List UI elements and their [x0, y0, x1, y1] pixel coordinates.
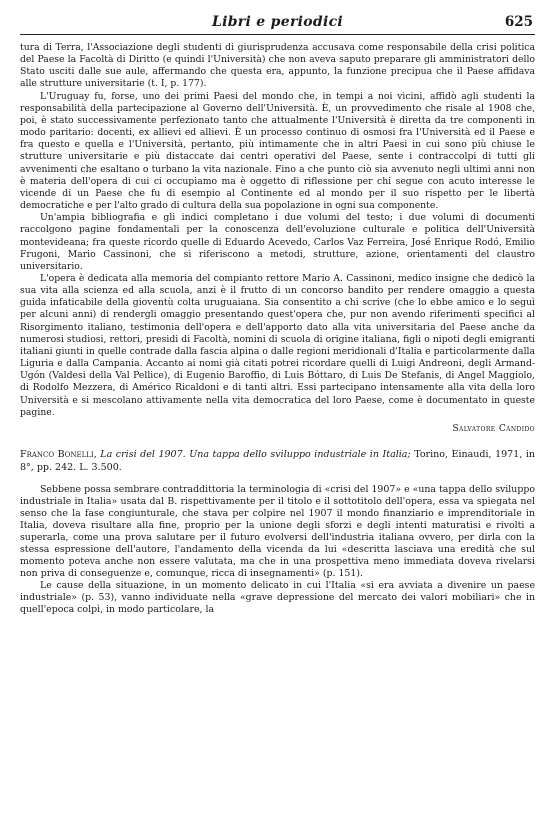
running-title: Libri e periodici	[211, 14, 344, 30]
article-paragraph-4: L'opera è dedicata alla memoria del compianto rettore Mario A. Cassinoni, medico insigne che dedicò la sua vita alla scienza ed alla scuola, anzi è il frutto di un concorso bandito per rendere omaggio a questa guida infaticabile della gioventù colta uruguaiana. Sia consentito a chi scrive (che lo ebbe amico e lo seguì per alcuni anni) di rendergli omaggio presentando quest'opera che, pur non avendo riferimenti specifici al Risorgimento italiano, testimonia dell'opera e dell'apporto dato alla vita universitaria del Paese anche da numerosi studiosi, rettori, presidi di Facoltà, nomini di scuola di origine italiana, figli o nipoti degli emigranti italiani giunti in quelle contrade dalla fascia alpina o dalle regioni meridionali d'Italia e particolarmente dalla Liguria e dalla Campania. Accanto ai nomi già citati potrei ricordare quelli di Luigi Andreoni, degli Armand-Ugón (Valdesi della Val Pellice), di Eugenio Baroffio, di Luis Bóttaro, di Luis De Stefanis, di Angel Maggiolo, di Rodolfo Mezzera, di Américo Ricaldoni e di tanti altri. Essi partecipano intensamente alla vita della loro Università e si mescolano attivamente nella vita democratica del loro Paese, come è documentato in queste pagine.	[20, 272, 535, 418]
running-header	[20, 14, 535, 35]
article-paragraph-3: Un'ampia bibliografia e gli indici completano i due volumi del testo; i due volumi di documenti raccolgono pagine fondamentali per la conoscenza dell'evoluzione culturale e politica dell'Università montevideana; fra queste ricordo quelle di Eduardo Acevedo, Carlos Vaz Ferreira, José Enrique Rodó, Emilio Frugoni, Mario Cassinoni, che si riferiscono a metodi, strutture, azione, orientamenti del claustro universitario.	[20, 212, 535, 272]
review-author: Franco Bonelli,	[20, 449, 97, 460]
article-paragraph-1: tura di Terra, l'Associazione degli studenti di giurisprudenza accusava come responsabile della crisi politica del Paese la Facoltà di Diritto (e quindi l'Università) che non aveva saputo preparare gli amministratori dello Stato usciti dalle sue aule, affermando che questa era, appunto, la funzione precipua che il Paese affidava alle strutture universitarie (t. I, p. 177).	[20, 42, 535, 90]
review-publication: Torino, Einaudi, 1971, in 8°, pp. 242. L. 3.500.	[20, 449, 535, 473]
review-body	[20, 484, 535, 617]
review-citation	[20, 449, 535, 474]
review-signature: Salvatore Candido	[452, 423, 535, 434]
article-paragraph-2: L'Uruguay fu, forse, uno dei primi Paesi del mondo che, in tempi a noi vicini, affidò agli studenti la responsabilità della partecipazione al Governo dell'Università. È, un provvedimento che risale al 1908 che, poi, è stato successivamente perfezionato tanto che attualmente l'Università è diretta da tre componenti in modo paritario: docenti, ex allievi ed allievi. È un processo continuo di osmosi fra l'Università ed il Paese e fra questo e quella e l'Università, pertanto, più intimamente che in altri Paesi in cui sono più chiuse le strutture universitarie e più distaccate dai centri operativi del Paese, sente i contraccolpi di tutti gli avvenimenti che esaltano o turbano la vita nazionale. Fino a che punto ciò sia avvenuto negli ultimi anni non è materia dell'opera di cui ci occupiamo ma è oggetto di riflessione per chi segue con acuto interesse le vicende di un Paese che fu di esempio al Continente ed al mondo per il suo rispetto per le libertà democratiche e per l'alto grado di cultura della sua popolazione in ogni sua componente.	[20, 90, 535, 212]
review-paragraph-2: Le cause della situazione, in un momento delicato in cui l'Italia «si era avviata a divenire un paese industriale» (p. 53), vanno individuate nella «grave depressione del mercato dei valori mobiliari» che in quell'epoca colpì, in modo particolare, la	[20, 580, 535, 616]
page-body	[20, 42, 535, 617]
review-book-title: La crisi del 1907. Una tappa dello sviluppo industriale in Italia;	[100, 449, 411, 460]
page-number: 625	[504, 14, 533, 30]
review-paragraph-1: Sebbene possa sembrare contraddittoria la terminologia di «crisi del 1907» e «una tappa dello sviluppo industriale in Italia» usata dal B. rispettivamente per il titolo e il sottotitolo dell'opera, essa va spiegata nel senso che la fase congiunturale, che stava per colpire nel 1907 il mondo finanziario e imprenditoriale in Italia, doveva risultare alla fine, proprio per la unione degli sforzi e degli intenti maturatisi e rivolti a superarla, come una prova salutare per il futuro evolversi dell'industria italiana ovvero, per dirla con la stessa espressione dell'autore, l'andamento della vicenda da lui «descritta lasciava una eredità che sul momento poteva anche non essere valutata, ma che in una prospettiva meno immediata doveva rivelarsi non priva di conseguenze e, comunque, ricca di insegnamenti» (p. 151).	[20, 484, 535, 580]
